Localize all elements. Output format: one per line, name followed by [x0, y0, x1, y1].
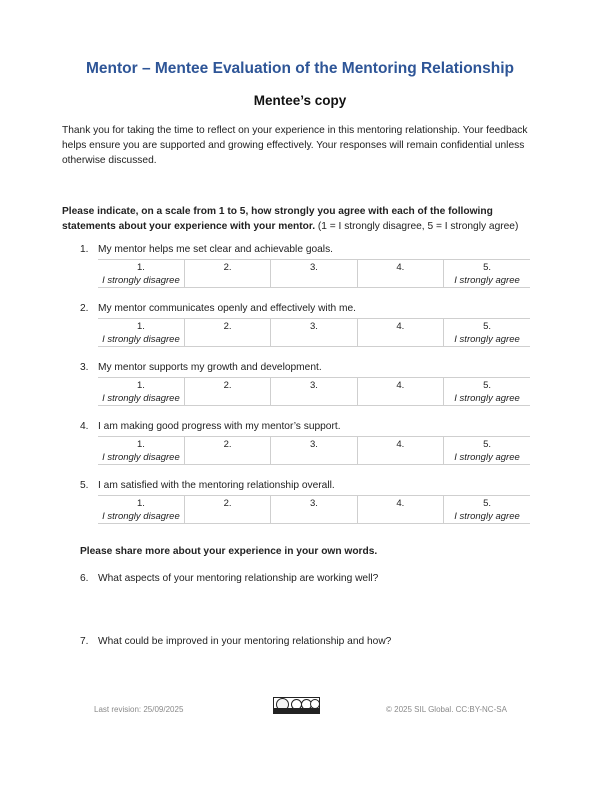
- page-title: Mentor – Mentee Evaluation of the Mentoring Relationship: [86, 60, 514, 77]
- open-question: [80, 636, 391, 647]
- page-subtitle: Mentee’s copy: [253, 93, 347, 108]
- scale-option-1[interactable]: [98, 496, 184, 524]
- license-badge-band: [274, 708, 319, 713]
- scale-option-4[interactable]: [357, 378, 443, 406]
- scale-label-5: 5.: [483, 262, 491, 273]
- scale-option-5[interactable]: [444, 378, 530, 406]
- question-number: 3.: [80, 362, 89, 373]
- question-text: My mentor communicates openly and effectively with me.: [98, 303, 357, 314]
- scale-option-3[interactable]: [271, 260, 357, 288]
- question-number: 6.: [80, 573, 89, 584]
- scale-anchor-high: I strongly agree: [454, 393, 520, 404]
- rating-question: [80, 480, 335, 491]
- rating-scale: [98, 436, 530, 465]
- question-number: 4.: [80, 421, 89, 432]
- rating-instructions: [62, 204, 542, 234]
- scale-anchor-low: I strongly disagree: [102, 334, 180, 345]
- rating-instructions-scale: (1 = I strongly disagree, 5 = I strongly agree): [315, 221, 519, 232]
- question-text: My mentor helps me set clear and achievable goals.: [98, 244, 333, 255]
- scale-anchor-high: I strongly agree: [454, 511, 520, 522]
- question-number: 2.: [80, 303, 89, 314]
- open-question: [80, 573, 378, 584]
- scale-option-4[interactable]: [357, 319, 443, 347]
- scale-label-3: 3.: [310, 321, 318, 332]
- intro-paragraph: Thank you for taking the time to reflect on your experience in this mentoring relationship. Your feedback helps ensure you are supported and growing effectively. Your responses will remain confidential unless otherwise discussed.: [62, 125, 528, 166]
- scale-option-5[interactable]: [444, 496, 530, 524]
- scale-option-1[interactable]: [98, 319, 184, 347]
- scale-label-1: 1.: [136, 380, 145, 391]
- scale-label-1: 1.: [136, 498, 145, 509]
- scale-label-4: 4.: [396, 380, 405, 391]
- scale-option-4[interactable]: [357, 437, 443, 465]
- scale-anchor-high: I strongly agree: [454, 452, 520, 463]
- scale-option-3[interactable]: [271, 319, 357, 347]
- question-text: My mentor supports my growth and development.: [98, 362, 322, 373]
- scale-label-2: 2.: [223, 262, 232, 273]
- scale-anchor-low: I strongly disagree: [102, 511, 180, 522]
- scale-label-1: 1.: [136, 439, 145, 450]
- rating-question: [80, 421, 341, 432]
- scale-option-3[interactable]: [271, 496, 357, 524]
- scale-label-5: 5.: [483, 498, 491, 509]
- question-number: 5.: [80, 480, 89, 491]
- question-number: 7.: [80, 636, 89, 647]
- rating-scale: [98, 495, 530, 524]
- scale-option-1[interactable]: [98, 260, 184, 288]
- scale-label-3: 3.: [310, 498, 318, 509]
- scale-label-4: 4.: [396, 439, 405, 450]
- rating-instructions-bold: Please indicate, on a scale from 1 to 5, how strongly you agree with each of the following statements about your experience with your mentor.: [62, 206, 493, 232]
- scale-label-4: 4.: [396, 321, 405, 332]
- scale-label-1: 1.: [136, 262, 145, 273]
- scale-label-2: 2.: [223, 380, 232, 391]
- question-text: I am satisfied with the mentoring relationship overall.: [98, 480, 335, 491]
- scale-label-3: 3.: [310, 380, 318, 391]
- open-questions-heading: Please share more about your experience in your own words.: [80, 546, 378, 557]
- scale-option-4[interactable]: [357, 260, 443, 288]
- scale-anchor-high: I strongly agree: [454, 334, 520, 345]
- scale-label-5: 5.: [483, 439, 491, 450]
- scale-option-2[interactable]: [184, 319, 270, 347]
- scale-label-3: 3.: [310, 262, 318, 273]
- scale-option-2[interactable]: [184, 260, 270, 288]
- rating-question: [80, 362, 322, 373]
- scale-option-2[interactable]: [184, 437, 270, 465]
- scale-option-2[interactable]: [184, 496, 270, 524]
- question-number: 1.: [80, 244, 89, 255]
- scale-anchor-low: I strongly disagree: [102, 275, 180, 286]
- rating-question: [80, 244, 333, 255]
- scale-option-3[interactable]: [271, 378, 357, 406]
- scale-anchor-high: I strongly agree: [454, 275, 520, 286]
- cc-license-badge: [273, 697, 320, 714]
- question-text: I am making good progress with my mentor’s support.: [98, 421, 341, 432]
- scale-option-5[interactable]: [444, 319, 530, 347]
- scale-label-2: 2.: [223, 439, 232, 450]
- scale-option-1[interactable]: [98, 378, 184, 406]
- rating-scale: [98, 377, 530, 406]
- scale-option-2[interactable]: [184, 378, 270, 406]
- scale-label-4: 4.: [396, 498, 405, 509]
- scale-label-2: 2.: [223, 498, 232, 509]
- scale-label-3: 3.: [310, 439, 318, 450]
- scale-label-5: 5.: [483, 321, 491, 332]
- scale-label-1: 1.: [136, 321, 145, 332]
- question-text: What could be improved in your mentoring relationship and how?: [98, 636, 392, 647]
- scale-option-1[interactable]: [98, 437, 184, 465]
- scale-anchor-low: I strongly disagree: [102, 393, 180, 404]
- scale-option-5[interactable]: [444, 437, 530, 465]
- footer-revision: Last revision: 25/09/2025: [94, 705, 184, 714]
- scale-option-5[interactable]: [444, 260, 530, 288]
- scale-label-2: 2.: [223, 321, 232, 332]
- scale-label-4: 4.: [396, 262, 405, 273]
- scale-label-5: 5.: [483, 380, 491, 391]
- question-text: What aspects of your mentoring relationship are working well?: [98, 573, 379, 584]
- rating-scale: [98, 259, 530, 288]
- footer-copyright: © 2025 SIL Global. CC:BY-NC-SA: [386, 705, 507, 714]
- scale-option-4[interactable]: [357, 496, 443, 524]
- rating-scale: [98, 318, 530, 347]
- scale-anchor-low: I strongly disagree: [102, 452, 180, 463]
- scale-option-3[interactable]: [271, 437, 357, 465]
- rating-question: [80, 303, 356, 314]
